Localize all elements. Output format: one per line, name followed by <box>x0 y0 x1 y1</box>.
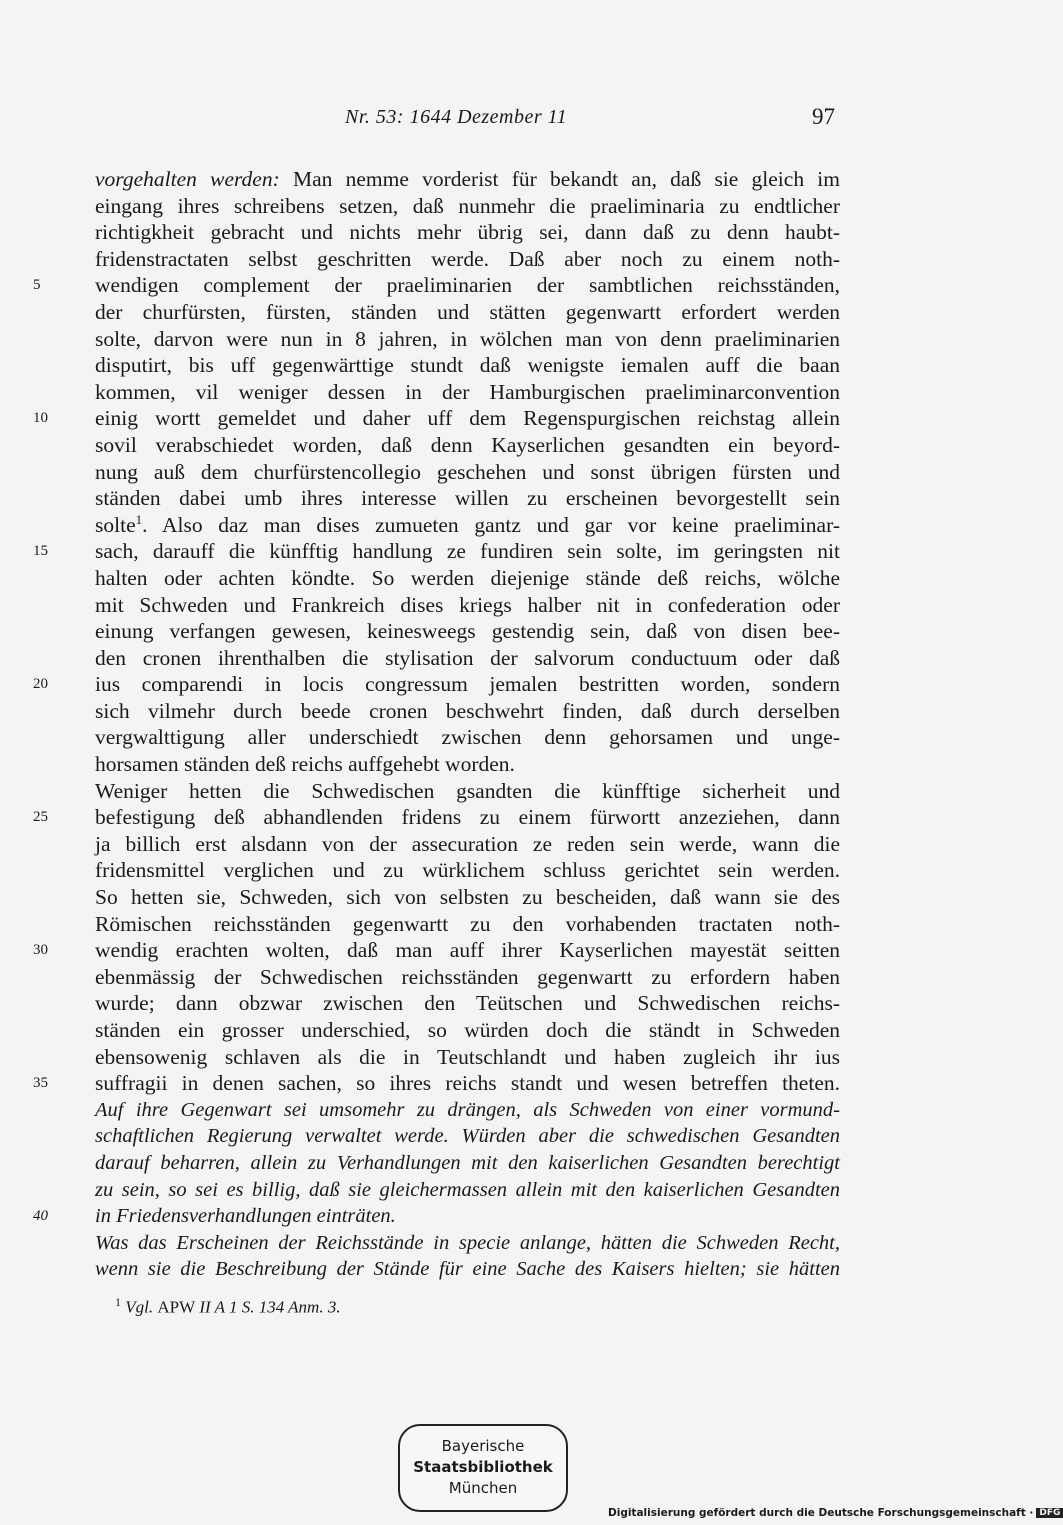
line-text: richtigkheit gebracht und nichts mehr übrig sei, dann daß zu denn haubt- <box>95 220 840 245</box>
stamp-line-2: Staatsbibliothek <box>413 1458 553 1476</box>
text-line <box>95 565 840 592</box>
credit-text: Digitalisierung gefördert durch die Deutsche Forschungsgemeinschaft · <box>608 1507 1034 1519</box>
text-line <box>95 645 840 672</box>
text-line <box>95 193 840 220</box>
line-text: sach, darauff die künfftig handlung ze fundiren sein solte, im geringsten nit <box>95 539 840 564</box>
text-line <box>95 778 840 805</box>
line-number: 35 <box>33 1075 48 1092</box>
line-number: 30 <box>33 942 48 959</box>
library-stamp <box>398 1424 568 1512</box>
line-text: zu sein, so sei es billig, daß sie gleichermassen allein mit den kaiserlichen Gesandten <box>95 1178 840 1201</box>
footnote-number: 1 <box>115 1295 121 1309</box>
line-text: Auf ihre Gegenwart sei umsomehr zu drängen, als Schweden von einer vormund- <box>95 1098 840 1121</box>
line-text: der churfürsten, fürsten, ständen und stätten gegenwartt erfordert werden <box>95 299 840 324</box>
text-line <box>95 698 840 725</box>
line-text: schaftlichen Regierung verwaltet werde. Würden aber die schwedischen Gesandten <box>95 1125 840 1148</box>
text-line <box>95 884 840 911</box>
line-text: mit Schweden und Frankreich dises kriegs halber nit in confederation oder <box>95 592 840 617</box>
line-text: wurde; dann obzwar zwischen den Teütschen und Schwedischen reichs- <box>95 991 840 1016</box>
text-line <box>95 1123 840 1150</box>
line-number: 15 <box>33 543 48 560</box>
text-line <box>95 1256 840 1283</box>
text-line <box>95 751 840 778</box>
text-line <box>95 512 840 539</box>
page-number: 97 <box>812 104 835 129</box>
line-number: 5 <box>33 277 41 294</box>
footnote-rest: II A 1 S. 134 Anm. 3. <box>199 1297 341 1317</box>
text-line <box>95 326 840 353</box>
line-text: sich vilmehr durch beede cronen beschwehrt finden, daß durch derselben <box>95 698 840 723</box>
line-text: Weniger hetten die Schwedischen gsandten die künfftige sicherheit und <box>95 778 840 803</box>
line-text: halten oder achten köndte. So werden diejenige stände deß reichs, wölche <box>95 565 840 590</box>
stamp-line-1: Bayerische <box>441 1437 525 1455</box>
line-text: fridenstractaten selbst geschritten werde. Daß aber noch zu einem noth- <box>95 246 840 271</box>
body-text <box>33 166 840 1283</box>
line-text: in Friedensverhandlungen einträten. <box>95 1205 396 1228</box>
text-line <box>95 299 840 326</box>
digitization-credit <box>608 1507 1063 1519</box>
text-line <box>95 1017 840 1044</box>
text-line <box>95 724 840 751</box>
line-text: ständen ein grosser underschied, so würden doch die ständt in Schweden <box>95 1018 840 1042</box>
line-text: wendigen complement der praeliminarien der sambtlichen reichsständen, <box>95 273 840 298</box>
line-text: Römischen reichsständen gegenwartt zu den vorhabenden tractaten noth- <box>95 911 840 936</box>
dfg-logo: DFG <box>1036 1508 1063 1518</box>
line-text: Man nemme vorderist für bekandt an, daß sie gleich im <box>279 167 840 191</box>
text-line <box>33 1203 840 1230</box>
footnote-marker: 1 <box>135 511 143 527</box>
text-line <box>95 459 840 486</box>
text-line <box>33 671 840 698</box>
footnote-reference: APW <box>157 1297 196 1317</box>
text-line <box>95 1230 840 1257</box>
text-line <box>95 990 840 1017</box>
line-text: sovil verabschiedet worden, daß denn Kayserlichen gesandten ein beyord- <box>95 432 840 457</box>
text-line <box>95 219 840 246</box>
text-line <box>95 1150 840 1177</box>
line-text: einig wortt gemeldet und daher uff dem Regenspurgischen reichstag allein <box>95 406 840 431</box>
text-line <box>95 857 840 884</box>
line-number: 40 <box>33 1208 48 1225</box>
line-text: eingang ihres schreibens setzen, daß nunmehr die praeliminaria zu endtlicher <box>95 193 840 218</box>
line-text: nung auß dem churfürstencollegio geschehen und sonst übrigen fürsten und <box>95 459 840 484</box>
line-text: wendig erachten wolten, daß man auff ihrer Kayserlichen mayestät seitten <box>95 938 840 963</box>
text-line <box>33 937 840 964</box>
text-line <box>95 485 840 512</box>
line-number: 25 <box>33 809 48 826</box>
line-text: einung verfangen gewesen, keinesweegs gestendig sein, daß von disen bee- <box>95 619 840 644</box>
text-line <box>95 1044 840 1071</box>
text-line <box>95 352 840 379</box>
line-text: suffragii in denen sachen, so ihres reichs standt und wesen betreffen theten. <box>95 1071 840 1096</box>
line-number: 20 <box>33 676 48 693</box>
running-header: Nr. 53: 1644 Dezember 11 <box>345 106 568 128</box>
text-line <box>95 911 840 938</box>
text-line <box>95 166 840 193</box>
footnote-prefix: Vgl. <box>125 1297 154 1317</box>
text-line <box>95 1177 840 1204</box>
line-lead: vorgehalten werden: <box>95 167 280 191</box>
text-line <box>95 618 840 645</box>
stamp-line-3: München <box>448 1479 518 1497</box>
line-text: ebenmässig der Schwedischen reichsständen gegenwartt zu erfordern haben <box>95 964 840 989</box>
text-line <box>33 272 840 299</box>
line-text: den cronen ihrenthalben die stylisation der salvorum conductuum oder daß <box>95 645 840 670</box>
line-text: Was das Erscheinen der Reichsstände in specie anlange, hätten die Schweden Recht, <box>95 1231 840 1254</box>
line-text: fridensmittel verglichen und zu würklichem schluss gerichtet sein werden. <box>95 858 840 883</box>
line-text: befestigung deß abhandlenden fridens zu einem fürwortt anzeziehen, dann <box>95 805 840 830</box>
line-text: kommen, vil weniger dessen in der Hamburgischen praeliminarconvention <box>95 379 840 404</box>
text-line <box>95 831 840 858</box>
line-text: ja billich erst alsdann von der assecuration ze reden sein werde, wann die <box>95 831 840 856</box>
text-line <box>33 405 840 432</box>
text-line <box>95 1097 840 1124</box>
line-text: darauf beharren, allein zu Verhandlungen mit den kaiserlichen Gesandten berechtigt <box>95 1151 840 1174</box>
line-lead: solte <box>95 512 136 537</box>
footnote <box>115 1295 341 1318</box>
line-text: ständen dabei umb ihres interesse willen zu erscheinen bevorgestellt sein <box>95 486 840 511</box>
line-number: 10 <box>33 410 48 427</box>
text-line <box>33 1070 840 1097</box>
text-line <box>95 246 840 273</box>
line-text: . Also daz man dises zumueten gantz und gar vor keine praeliminar- <box>142 512 840 537</box>
text-line <box>95 592 840 619</box>
text-line <box>33 804 840 831</box>
text-line <box>33 538 840 565</box>
line-text: solte, darvon were nun in 8 jahren, in wölchen man von denn praeliminarien <box>95 326 840 351</box>
line-text: horsamen ständen deß reichs auffgehebt worden. <box>95 752 515 777</box>
line-text: disputirt, bis uff gegenwärttige stundt daß wenigste iemalen auff die baan <box>95 353 840 378</box>
line-text: wenn sie die Beschreibung der Stände für eine Sache des Kaisers hielten; sie hätten <box>95 1258 840 1281</box>
text-line <box>95 964 840 991</box>
text-line <box>95 379 840 406</box>
line-text: ebensowenig schlaven als die in Teutschlandt und haben zugleich ihr ius <box>95 1044 840 1069</box>
line-text: vergwalttigung aller underschiedt zwischen denn gehorsamen und unge- <box>95 725 840 750</box>
line-text: So hetten sie, Schweden, sich von selbsten zu bescheiden, daß wann sie des <box>95 885 840 910</box>
line-text: ius comparendi in locis congressum jemalen bestritten worden, sondern <box>95 672 840 697</box>
text-line <box>95 432 840 459</box>
